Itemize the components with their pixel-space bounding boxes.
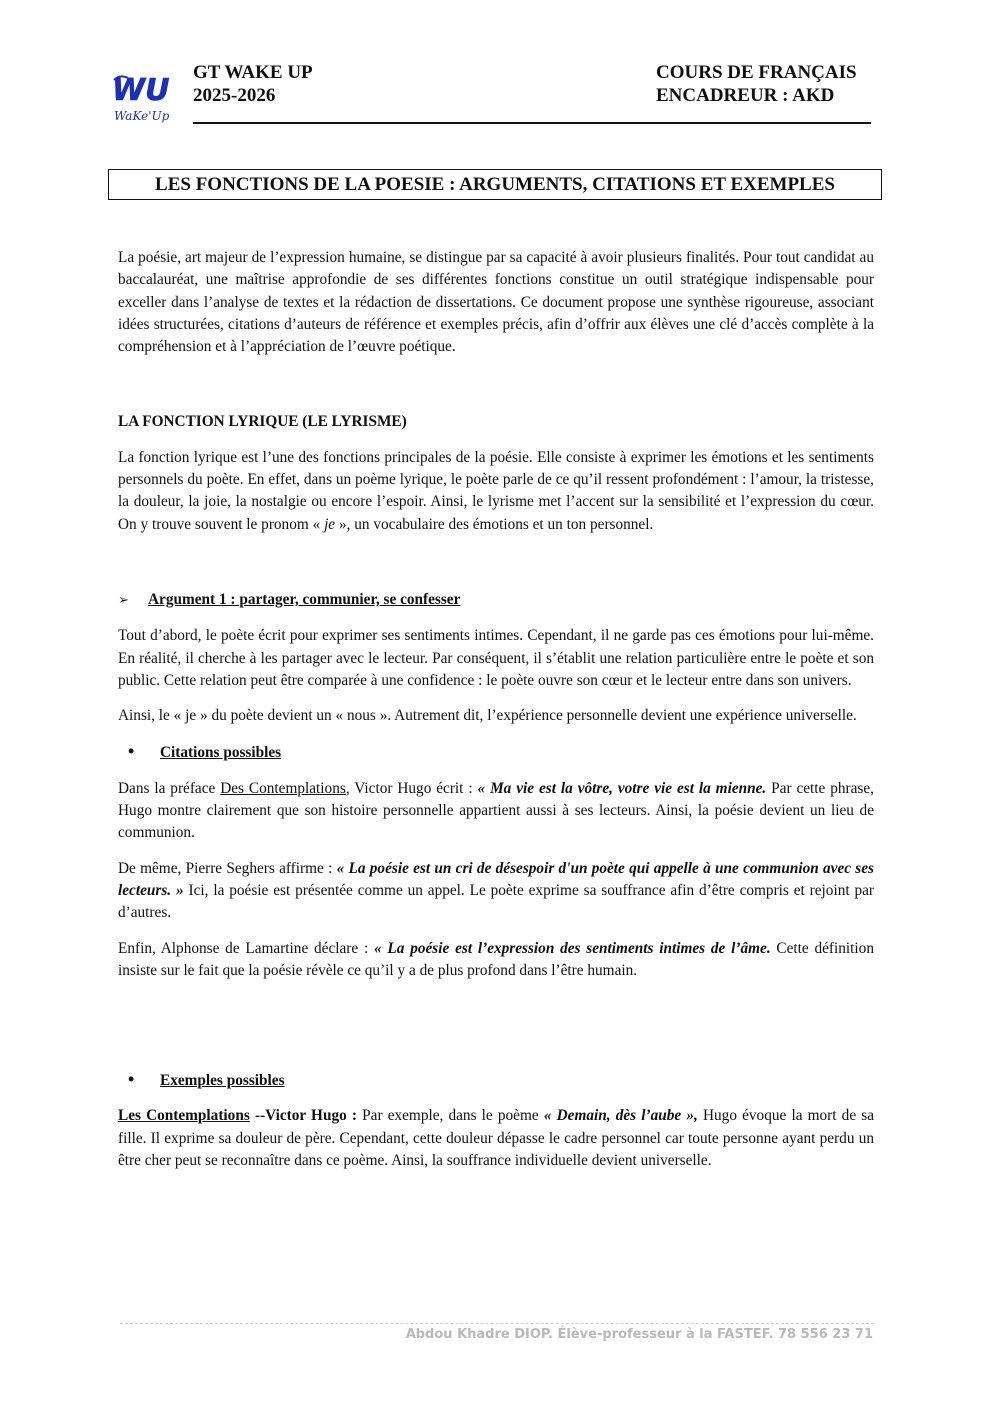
author-hugo: --Victor Hugo : bbox=[249, 1107, 358, 1125]
citations-heading bbox=[118, 740, 874, 764]
header-left bbox=[193, 61, 313, 107]
logo-text: WaKe'Up bbox=[114, 109, 170, 123]
examples-heading bbox=[118, 1068, 874, 1092]
work-title-contemplations: Les Contemplations bbox=[118, 1107, 250, 1125]
course-name: COURS DE FRANÇAIS bbox=[656, 62, 857, 83]
footer-divider bbox=[120, 1323, 874, 1324]
school-year: 2025-2026 bbox=[193, 85, 276, 106]
work-title-contemplations: Des Contemplations bbox=[220, 779, 346, 797]
bullet-dot-icon: • bbox=[128, 1069, 135, 1090]
argument-paragraph-2: Ainsi, le « je » du poète devient un « nous ». Autrement dit, l’expérience personnelle devient une expérience universelle. bbox=[118, 707, 857, 725]
wake-up-logo-icon bbox=[110, 70, 174, 126]
citation-seghers: De même, Pierre Seghers affirme : « La poésie est un cri de désespoir d'un poète qui appelle à une communion avec ses lecteurs. » Ici, la poésie est présentée comme un appel. Le poète exprime sa souffrance afin d’être compris et rejoint par d’autres. bbox=[118, 859, 874, 922]
argument-paragraph-1: Tout d’abord, le poète écrit pour exprimer ses sentiments intimes. Cependant, il ne garde pas ces émotions pour lui-même. En réalité, il cherche à les partager avec le lecteur. Par conséquent, il s’établit une relation particulière entre le poète et son public. Cette relation peut être comparée à une confidence : le poète ouvre son cœur et le lecteur entre dans son univers. bbox=[118, 627, 874, 689]
argument-heading-text: Argument 1 : partager, communier, se confesser bbox=[148, 590, 461, 608]
citation-hugo: Dans la préface Des Contemplations, Victor Hugo écrit : « Ma vie est la vôtre, votre vie est la mienne. Par cette phrase, Hugo montre clairement que son histoire personnelle appartient aussi à ses lecteurs. Ainsi, la poésie devient un lieu de communion. bbox=[118, 779, 874, 842]
example-hugo: Les Contemplations --Victor Hugo : Par exemple, dans le poème « Demain, dès l’aube », Hugo évoque la mort de sa fille. Il exprime sa douleur de père. Cependant, cette douleur dépasse le cadre personnel car toute personne ayant perdu un être cher peut se reconnaître dans ce poème. Ainsi, la souffrance individuelle devient universelle. bbox=[118, 1107, 875, 1170]
header-right bbox=[656, 61, 857, 107]
instructor: ENCADREUR : AKD bbox=[656, 85, 835, 106]
quote-lamartine: « La poésie est l’expression des sentiments intimes de l’âme. bbox=[374, 939, 771, 957]
document-title: LES FONCTIONS DE LA POESIE : ARGUMENTS, CITATIONS ET EXEMPLES bbox=[108, 169, 882, 200]
arrow-bullet-icon: ➢ bbox=[118, 592, 129, 608]
section-heading-lyrique: LA FONCTION LYRIQUE (LE LYRISME) bbox=[118, 413, 407, 431]
intro-paragraph: La poésie, art majeur de l’expression humaine, se distingue par sa capacité à avoir plusieurs finalités. Pour tout candidat au baccalauréat, une maîtrise approfondie de ses différentes fonctions constitue un outil stratégique indispensable pour exceller dans l’analyse de textes et la rédaction de dissertations. Ce document propose une synthèse rigoureuse, associant idées structurées, citations d’auteurs de référence et exemples précis, afin d’offrir aux élèves une clé d’accès complète à la compréhension et à l’appréciation de l’œuvre poétique. bbox=[118, 249, 874, 356]
org-name: GT WAKE UP bbox=[193, 62, 313, 83]
header-divider bbox=[193, 122, 871, 124]
section-paragraph-lyrique: La fonction lyrique est l’une des fonctions principales de la poésie. Elle consiste à exprimer les émotions et les sentiments personnels du poète. En effet, dans un poème lyrique, le poète parle de ce qu’il ressent profondément : l’amour, la tristesse, la douleur, la joie, la nostalgie ou encore l’espoir. Ainsi, le lyrisme met l’accent sur la sensibilité et l’expression du cœur. On y trouve souvent le pronom « je », un vocabulaire des émotions et un ton personnel. bbox=[118, 448, 874, 533]
examples-heading-text: Exemples possibles bbox=[160, 1072, 285, 1090]
citations-heading-text: Citations possibles bbox=[160, 744, 282, 762]
quote-seghers: « La poésie est un cri de désespoir d'un poète qui appelle à une communion avec ses lecteurs. » bbox=[118, 859, 874, 899]
quote-hugo: « Ma vie est la vôtre, votre vie est la mienne. bbox=[477, 779, 767, 797]
pronoun-je: je bbox=[324, 515, 336, 533]
poem-title: « Demain, dès l’aube », bbox=[543, 1107, 698, 1125]
citation-lamartine: Enfin, Alphonse de Lamartine déclare : « La poésie est l’expression des sentiments intimes de l’âme. Cette définition insiste sur le fait que la poésie révèle ce qu’il y a de plus profond dans l’être humain. bbox=[118, 939, 874, 979]
footer-credit: Abdou Khadre DIOP. Élève-professeur à la FASTEF. 78 556 23 71 bbox=[405, 1327, 873, 1342]
document-body bbox=[118, 247, 874, 1172]
argument-heading bbox=[118, 589, 874, 612]
svg-text:WU: WU bbox=[112, 73, 170, 108]
bullet-dot-icon: • bbox=[128, 741, 135, 762]
